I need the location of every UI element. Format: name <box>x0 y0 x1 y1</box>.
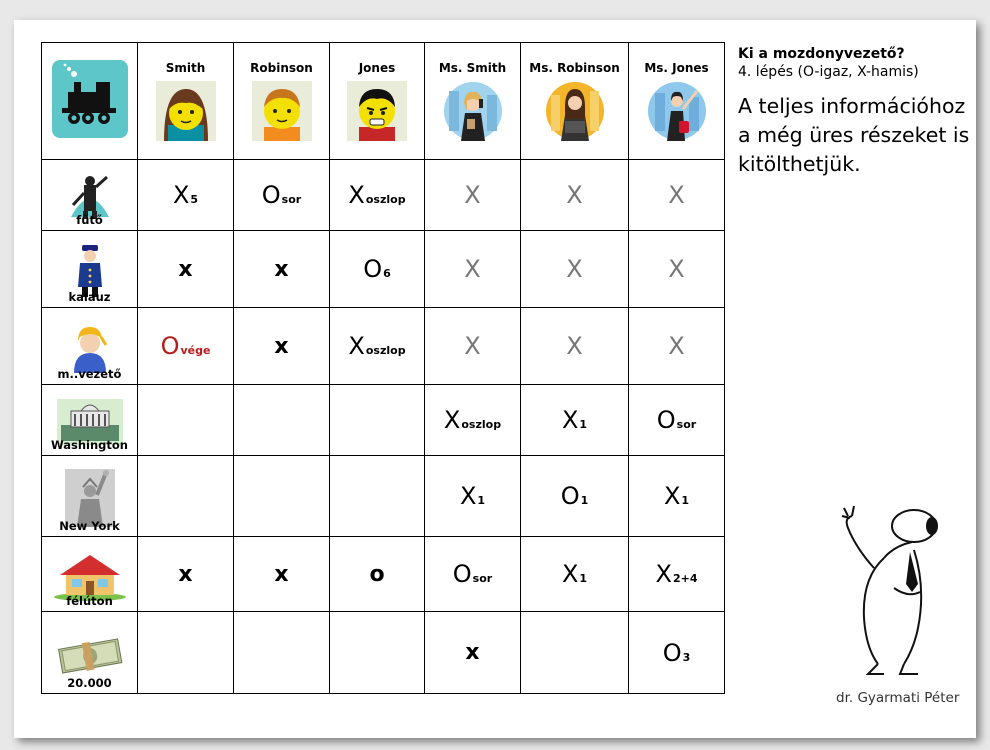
grid-cell: o <box>330 537 425 612</box>
col-header-ms-smith <box>425 43 521 160</box>
grid-cell: X <box>521 231 629 308</box>
table-row <box>42 385 725 456</box>
row-label: félúton <box>66 594 113 608</box>
thinking-man-icon <box>834 488 944 678</box>
sidebar-notes <box>738 46 974 179</box>
grid-cell: O3 <box>629 612 725 694</box>
grid-cell: O6 <box>330 231 425 308</box>
row-label: fűtő <box>76 213 103 227</box>
grid-cell <box>138 385 234 456</box>
col-name: Smith <box>165 61 206 75</box>
slide <box>14 20 976 738</box>
driver-icon <box>68 323 112 373</box>
grid-cell: O1 <box>521 456 629 537</box>
grid-cell: X1 <box>425 456 521 537</box>
grid-cell: X1 <box>629 456 725 537</box>
grid-cell: X <box>425 308 521 385</box>
col-header-jones <box>330 43 425 160</box>
col-header-ms-robinson <box>521 43 629 160</box>
grid-cell: Xoszlop <box>330 308 425 385</box>
table-row <box>42 160 725 231</box>
train-icon <box>52 60 128 138</box>
grid-cell <box>330 456 425 537</box>
grid-cell: Osor <box>234 160 330 231</box>
grid-cell: X1 <box>521 385 629 456</box>
woman-laptop-icon <box>545 81 605 141</box>
grid-cell: Osor <box>629 385 725 456</box>
row-header-money <box>42 612 138 694</box>
row-label: New York <box>59 519 120 533</box>
col-header-ms-jones <box>629 43 725 160</box>
col-name: Ms. Smith <box>438 61 507 75</box>
grid-cell: X <box>521 160 629 231</box>
grid-cell: x <box>234 231 330 308</box>
col-header-robinson <box>234 43 330 160</box>
grid-cell: X <box>629 231 725 308</box>
table-row <box>42 231 725 308</box>
author-credit: dr. Gyarmati Péter <box>836 690 960 706</box>
row-header-new-york <box>42 456 138 537</box>
step-label: 4. lépés (O-igaz, X-hamis) <box>738 64 919 80</box>
grid-cell: x <box>138 537 234 612</box>
grid-cell: x <box>425 612 521 694</box>
grid-cell: X5 <box>138 160 234 231</box>
grid-cell: x <box>138 231 234 308</box>
grid-cell <box>234 612 330 694</box>
grid-cell: X <box>629 160 725 231</box>
table-row <box>42 308 725 385</box>
row-label: 20.000 <box>67 676 112 690</box>
row-label: m..vezető <box>57 367 122 381</box>
grid-cell: X1 <box>521 537 629 612</box>
row-label: kalauz <box>68 290 111 304</box>
row-label: Washington <box>50 438 128 452</box>
grid-cell: X2+4 <box>629 537 725 612</box>
row-header-halfway <box>42 537 138 612</box>
grid-cell: Xoszlop <box>425 385 521 456</box>
grid-cell <box>521 612 629 694</box>
money-icon <box>54 634 126 676</box>
row-header-washington <box>42 385 138 456</box>
boy-face-icon <box>347 81 407 141</box>
grid-cell: X <box>425 231 521 308</box>
row-header-driver <box>42 308 138 385</box>
grid-cell <box>234 385 330 456</box>
row-header-stoker <box>42 160 138 231</box>
table-row <box>42 537 725 612</box>
grid-cell: X <box>629 308 725 385</box>
logic-grid-table <box>41 42 725 694</box>
boy-face-icon <box>252 81 312 141</box>
boy-face-icon <box>156 81 216 141</box>
woman-phone-icon <box>443 81 503 141</box>
grid-cell: X <box>521 308 629 385</box>
col-name: Ms. Robinson <box>529 61 620 75</box>
grid-cell <box>138 456 234 537</box>
grid-cell: Xoszlop <box>330 160 425 231</box>
col-name: Robinson <box>250 61 313 75</box>
grid-cell <box>138 612 234 694</box>
col-header-smith <box>138 43 234 160</box>
col-name: Jones <box>358 61 396 75</box>
grid-cell <box>234 456 330 537</box>
table-row <box>42 456 725 537</box>
table-row <box>42 612 725 694</box>
grid-cell <box>330 612 425 694</box>
col-name: Ms. Jones <box>644 61 709 75</box>
corner-cell <box>42 43 138 160</box>
grid-cell: x <box>234 537 330 612</box>
instruction-text: A teljes információhoz a még üres részeket is kitölthetjük. <box>738 94 970 176</box>
grid-cell: Osor <box>425 537 521 612</box>
puzzle-title: Ki a mozdonyvezető? <box>738 46 905 62</box>
grid-cell <box>330 385 425 456</box>
grid-cell: x <box>234 308 330 385</box>
grid-cell: X <box>425 160 521 231</box>
woman-taxi-icon <box>647 81 707 141</box>
row-header-conductor <box>42 231 138 308</box>
grid-cell: Ovége <box>138 308 234 385</box>
